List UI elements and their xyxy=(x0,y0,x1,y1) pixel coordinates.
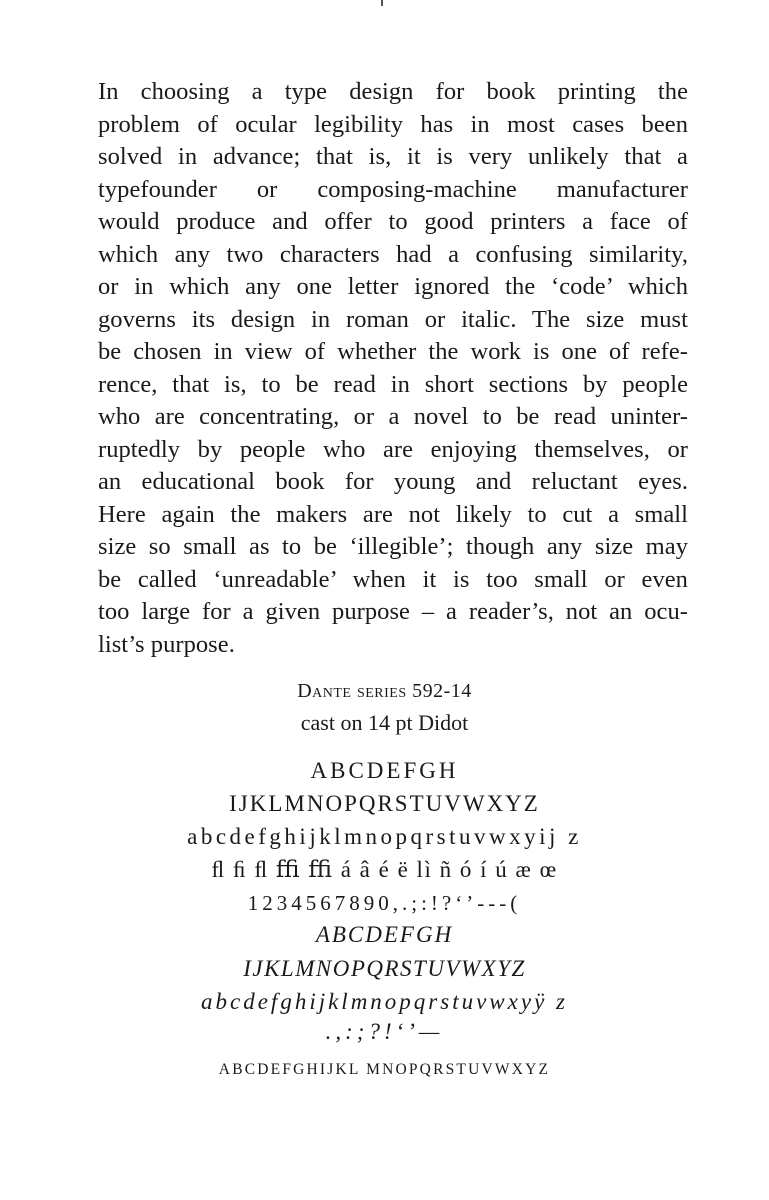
body-paragraph xyxy=(98,76,688,661)
body-line: Here again the makers are not likely to cut a small xyxy=(98,500,688,528)
body-line: problem of ocular legibility has in most cases been xyxy=(98,110,688,138)
roman-caps-line-1: ABCDEFGH xyxy=(310,758,459,783)
italic-lowercase-line: abcdefghijklmnopqrstuvwxyÿ z xyxy=(201,989,568,1014)
body-line: be called ‘unreadable’ when it is too small or even xyxy=(98,565,688,593)
body-line: who are concentrating, or a novel to be read uninter- xyxy=(98,403,688,430)
body-line: or in which any one letter ignored the ‘code’ which xyxy=(98,273,688,300)
italic-caps-line-2: IJKLMNOPQRSTUVWXYZ xyxy=(243,956,526,981)
body-line: rence, that is, to be read in short sections by people xyxy=(98,370,688,398)
small-caps-alphabet-line: ABCDEFGHIJKL MNOPQRSTUVWXYZ xyxy=(218,1061,551,1078)
body-line: In choosing a type design for book printing the xyxy=(98,78,688,105)
roman-caps-line-2: IJKLMNOPQRSTUVWXYZ xyxy=(229,791,540,816)
body-line: governs its design in roman or italic. The size must xyxy=(98,305,688,333)
italic-punctuation-line: .,:;?!‘’— xyxy=(325,1019,444,1044)
body-line: too large for a given purpose – a reader’s, not an ocu- xyxy=(98,598,688,625)
specimen-title xyxy=(0,680,769,703)
body-line: which any two characters had a confusing similarity, xyxy=(98,240,688,268)
specimen-title-text: Dante series 592-14 xyxy=(297,680,472,702)
body-line: size so small as to be ‘illegible’; though any size may xyxy=(98,533,688,560)
body-line: ruptedly by people who are enjoying themselves, or xyxy=(98,435,688,463)
body-line: typefounder or composing-machine manufacturer xyxy=(98,175,688,203)
roman-figures-punctuation-line: 1234567890,.;:!?‘’---( xyxy=(247,891,522,915)
body-line: be chosen in view of whether the work is one of refe- xyxy=(98,338,688,365)
roman-lowercase-line: abcdefghijklmnopqrstuvwxyij z xyxy=(187,824,582,849)
roman-ligatures-accents-line: ﬂ ﬁ ﬂ ﬃ ﬃ á â é ë lì ñ ó í ú æ œ xyxy=(211,857,558,882)
body-line: solved in advance; that is, it is very unlikely that a xyxy=(98,143,688,170)
specimen-subtitle: cast on 14 pt Didot xyxy=(300,710,469,735)
page-top-mark xyxy=(381,0,383,6)
body-line: would produce and offer to good printers a face of xyxy=(98,208,688,235)
body-line: an educational book for young and reluctant eyes. xyxy=(98,468,688,495)
italic-caps-line-1: ABCDEFGH xyxy=(315,922,454,947)
body-line: list’s purpose. xyxy=(98,630,235,658)
